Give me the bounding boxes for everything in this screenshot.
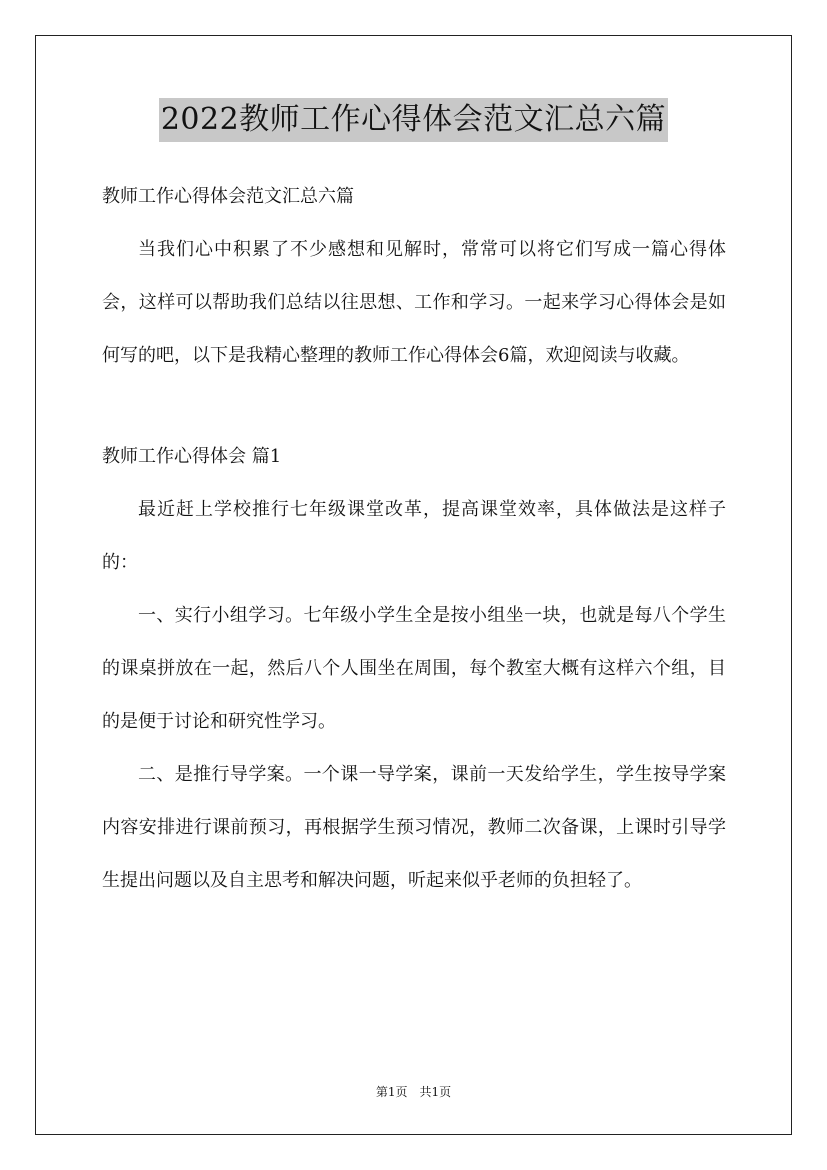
document-subtitle: 教师工作心得体会范文汇总六篇 [102, 186, 354, 207]
body-paragraph-2: 一、实行小组学习。七年级小学生全是按小组坐一块，也就是每八个学生的课桌拼放在一起，然后八个人围坐在周围，每个教室大概有这样六个组，目的是便于讨论和研究性学习。 [102, 605, 726, 732]
document-body [102, 170, 726, 907]
section-heading: 教师工作心得体会 篇1 [102, 446, 282, 467]
document-title: 2022教师工作心得体会范文汇总六篇 [159, 98, 668, 142]
page-footer: 第1页 共1页 [375, 1085, 452, 1099]
intro-paragraph: 当我们心中积累了不少感想和见解时，常常可以将它们写成一篇心得体会，这样可以帮助我们总结以往思想、工作和学习。一起来学习心得体会是如何写的吧，以下是我精心整理的教师工作心得体会6篇，欢迎阅读与收藏。 [102, 239, 726, 366]
title-container [0, 98, 827, 142]
body-paragraph-3: 二、是推行导学案。一个课一导学案，课前一天发给学生，学生按导学案内容安排进行课前预习，再根据学生预习情况，教师二次备课，上课时引导学生提出问题以及自主思考和解决问题，听起来似乎老师的负担轻了。 [102, 764, 726, 891]
body-paragraph-1: 最近赶上学校推行七年级课堂改革，提高课堂效率，具体做法是这样子的： [102, 499, 726, 573]
spacer [102, 382, 726, 430]
